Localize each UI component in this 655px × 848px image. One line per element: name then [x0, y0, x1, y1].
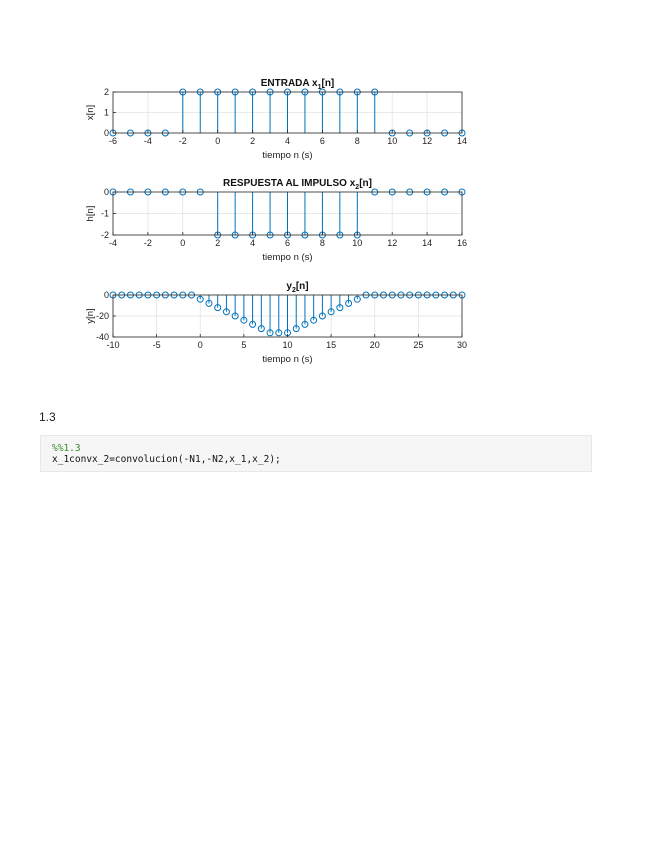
y-tick-label: -20 [95, 311, 109, 321]
chart-title-tail: [n] [359, 178, 372, 189]
x-axis-label: tiempo n (s) [262, 354, 313, 365]
figure [0, 0, 655, 400]
x-tick-label: 0 [180, 238, 186, 248]
chart-panel-1 [85, 78, 467, 161]
code-comment: %%1.3 [52, 443, 81, 454]
x-tick-label: -2 [143, 238, 152, 248]
y-tick-label: -40 [95, 332, 109, 342]
x-tick-label: -6 [108, 136, 118, 146]
x-tick-label: 0 [215, 136, 221, 146]
x-tick-label: 14 [422, 238, 433, 248]
chart-title-subscript: 1 [317, 84, 322, 91]
x-tick-label: 10 [387, 136, 398, 146]
chart-title-main: y [286, 281, 292, 292]
x-tick-label: 20 [369, 340, 380, 350]
x-axis-label: tiempo n (s) [262, 150, 313, 161]
chart-title [286, 281, 308, 294]
chart-title-tail: [n] [295, 281, 309, 292]
x-tick-label: 2 [215, 238, 221, 248]
y-tick-label: -1 [100, 208, 109, 219]
section-heading: 1.3 [39, 410, 56, 424]
x-tick-label: 16 [456, 238, 468, 248]
x-tick-label: 25 [413, 340, 424, 350]
y-axis-label: x[n] [85, 104, 96, 121]
x-tick-label: 10 [352, 238, 363, 248]
x-tick-label: 14 [456, 136, 468, 146]
y-tick-label: 0 [103, 128, 109, 138]
x-tick-label: -4 [143, 136, 152, 146]
x-tick-label: -2 [178, 136, 187, 146]
chart-title-tail: [n] [321, 78, 335, 89]
chart-title-main: RESPUESTA AL IMPULSO x [223, 178, 356, 189]
code-block[interactable] [40, 435, 592, 472]
x-tick-label: 30 [456, 340, 468, 350]
y-tick-label: 0 [103, 290, 109, 300]
y-tick-label: -2 [100, 230, 109, 240]
y-axis-label: y[n] [85, 308, 96, 324]
x-tick-label: 12 [387, 238, 398, 248]
x-tick-label: 8 [319, 238, 325, 248]
x-tick-label: 6 [319, 136, 325, 146]
x-tick-label: 5 [241, 340, 247, 350]
x-tick-label: 10 [282, 340, 293, 350]
x-tick-label: 0 [197, 340, 203, 350]
x-tick-label: -5 [152, 340, 161, 350]
x-tick-label: 8 [354, 136, 360, 146]
chart-title [223, 178, 372, 191]
x-tick-label: -4 [108, 238, 118, 248]
x-tick-label: 4 [250, 238, 256, 248]
x-tick-label: 2 [250, 136, 256, 146]
x-tick-label: 15 [326, 340, 337, 350]
x-tick-label: 12 [422, 136, 433, 146]
x-tick-label: -10 [106, 340, 120, 350]
chart-title-main: ENTRADA x [260, 78, 318, 89]
x-tick-label: 6 [284, 238, 291, 248]
y-tick-label: 0 [103, 187, 109, 197]
chart-title-subscript: 2 [355, 184, 360, 191]
x-axis-label: tiempo n (s) [262, 252, 313, 263]
chart-panel-3 [85, 281, 467, 365]
code-line: x_1convx_2=convolucion(-N1,-N2,x_1,x_2); [52, 454, 281, 465]
y-tick-label: 1 [103, 107, 109, 118]
y-axis-label: h[n] [85, 205, 96, 222]
y-tick-label: 2 [103, 87, 109, 97]
x-tick-label: 4 [284, 136, 291, 146]
chart-panel-2 [85, 178, 467, 263]
chart-title-subscript: 2 [291, 287, 296, 294]
